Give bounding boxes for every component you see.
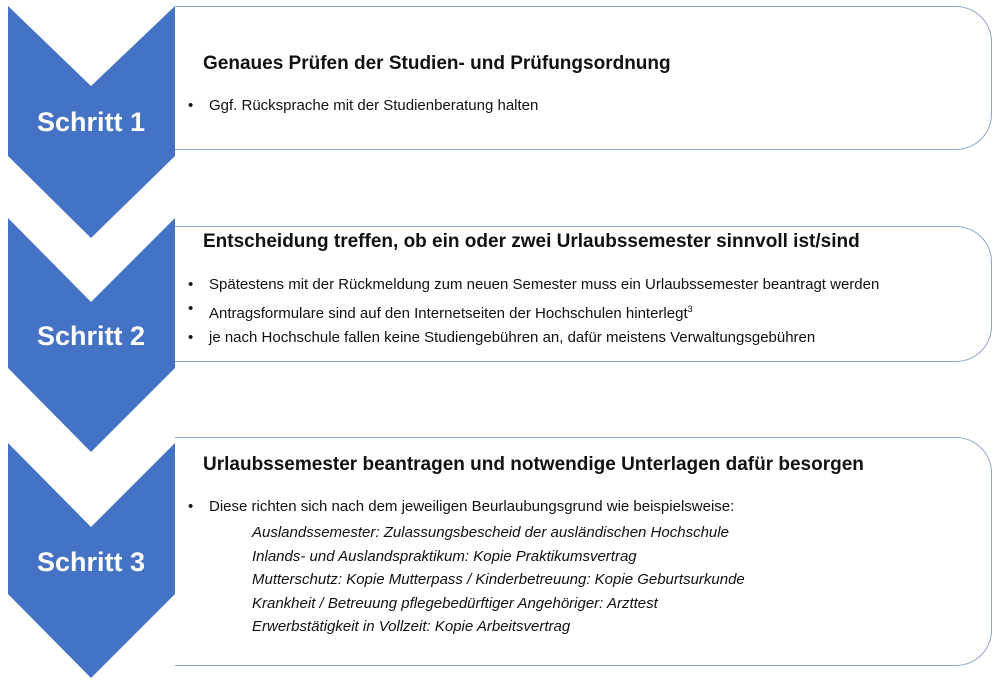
step-2-bullet-list [187, 273, 879, 350]
step-1-bullet [187, 94, 538, 118]
step-1-title: Genaues Prüfen der Studien- und Prüfungsordnung [203, 53, 671, 74]
bullet-text: Diese richten sich nach dem jeweiligen Beurlaubungsgrund wie beispielsweise: [209, 498, 735, 515]
example-item: Krankheit / Betreuung pflegebedürftiger Angehöriger: Arzttest [252, 594, 658, 612]
step-3-example-list [252, 521, 745, 639]
step-3-bullet [187, 495, 734, 519]
step-1-box [175, 6, 992, 150]
step-3-bullet-list [187, 495, 734, 519]
example-item: Mutterschutz: Kopie Mutterpass / Kinderbetreuung: Kopie Geburtsurkunde [252, 571, 745, 588]
step-2-chevron-label: Schritt 2 [36, 321, 146, 351]
step-2-bullet [187, 326, 879, 350]
step-3-box [175, 437, 992, 666]
bullet-text: Ggf. Rücksprache mit der Studienberatung halten [209, 97, 539, 114]
step-3-chevron-label: Schritt 3 [36, 547, 146, 577]
step-2-bullet [187, 297, 879, 326]
bullet-text: Spätestens mit der Rückmeldung zum neuen Semester muss ein Urlaubssemester beantragt werden [209, 276, 880, 293]
step-2-box [175, 226, 992, 362]
step-3-title: Urlaubssemester beantragen und notwendige Unterlagen dafür besorgen [203, 454, 864, 475]
example-item: Inlands- und Auslandspraktikum: Kopie Praktikumsvertrag [252, 547, 637, 565]
step-2-title: Entscheidung treffen, ob ein oder zwei Urlaubssemester sinnvoll ist/sind [203, 231, 860, 252]
step-1-chevron-label: Schritt 1 [36, 107, 146, 137]
example-item: Erwerbstätigkeit in Vollzeit: Kopie Arbeitsvertrag [252, 618, 571, 635]
bullet-text: je nach Hochschule fallen keine Studiengebühren an, dafür meistens Verwaltungsgebühren [209, 329, 816, 346]
step-1-bullet-list [187, 94, 538, 118]
example-item: Auslandssemester: Zulassungsbescheid der ausländischen Hochschule [252, 524, 729, 541]
step-2-bullet [187, 273, 879, 297]
bullet-text: Antragsformulare sind auf den Internetseiten der Hochschulen hinterlegt [209, 305, 688, 322]
footnote-marker: 3 [687, 304, 693, 314]
